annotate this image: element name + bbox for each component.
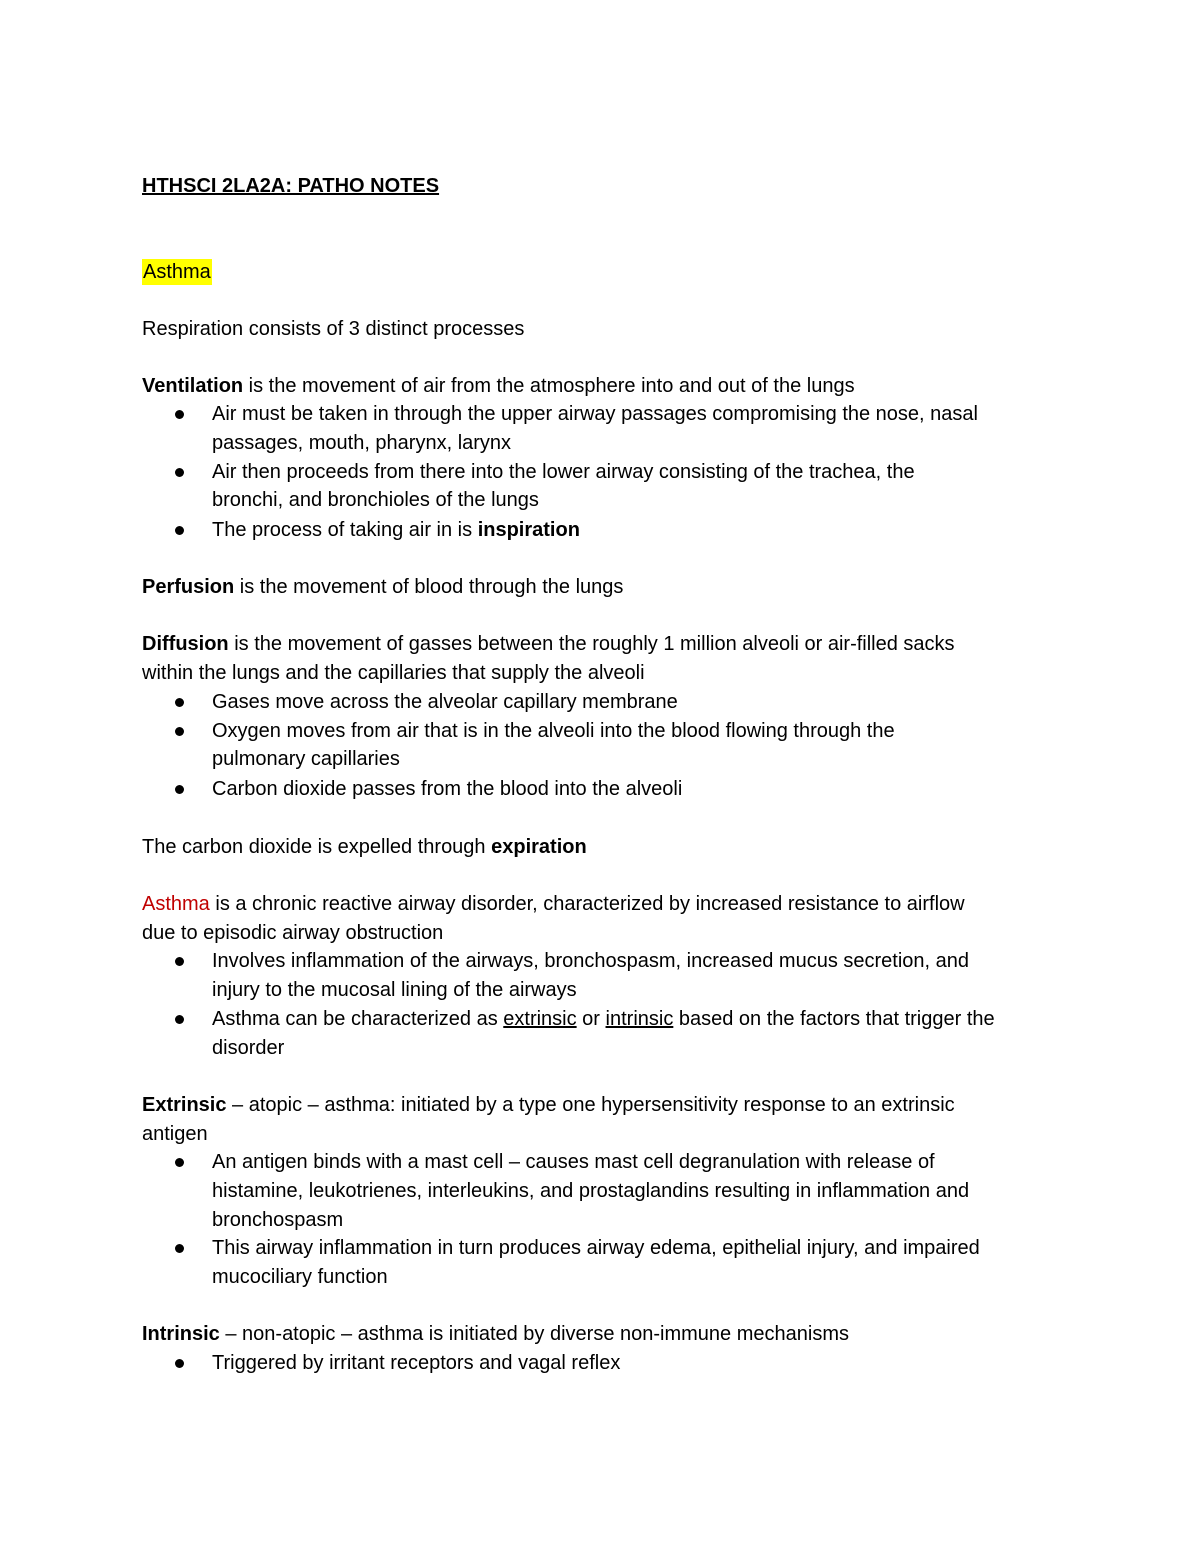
list-item: Carbon dioxide passes from the blood into the alveoli: [212, 778, 683, 800]
section-heading: [142, 260, 212, 284]
list-item-continuation: bronchospasm: [212, 1209, 344, 1231]
list-item: Air then proceeds from there into the lower airway consisting of the trachea, the: [212, 461, 915, 483]
highlighted-heading: Asthma: [143, 261, 211, 283]
intro-paragraph: Respiration consists of 3 distinct processes: [142, 318, 525, 340]
perfusion-paragraph: Perfusion is the movement of blood through the lungs: [142, 576, 624, 598]
perfusion-term: Perfusion: [142, 576, 235, 598]
bullet-icon: [175, 526, 184, 535]
bullet-icon: [175, 1244, 184, 1253]
ventilation-paragraph: Ventilation is the movement of air from the atmosphere into and out of the lungs: [142, 375, 855, 397]
diffusion-paragraph-continuation: within the lungs and the capillaries that supply the alveoli: [142, 662, 645, 684]
bullet-icon: [175, 1158, 184, 1167]
list-item: Gases move across the alveolar capillary membrane: [212, 691, 678, 713]
list-item: Triggered by irritant receptors and vagal reflex: [212, 1352, 621, 1374]
intrinsic-paragraph: Intrinsic – non-atopic – asthma is initiated by diverse non-immune mechanisms: [142, 1323, 849, 1345]
asthma-term: Asthma: [142, 893, 210, 915]
bullet-icon: [175, 727, 184, 736]
intrinsic-term: Intrinsic: [142, 1323, 220, 1345]
expiration-paragraph: The carbon dioxide is expelled through expiration: [142, 836, 587, 858]
intrinsic-underlined: intrinsic: [605, 1008, 674, 1030]
diffusion-term: Diffusion: [142, 633, 229, 655]
extrinsic-paragraph: Extrinsic – atopic – asthma: initiated by a type one hypersensitivity response to an extrinsic: [142, 1094, 955, 1116]
list-item-continuation: injury to the mucosal lining of the airways: [212, 979, 577, 1001]
list-item: Air must be taken in through the upper airway passages compromising the nose, nasal: [212, 403, 978, 425]
list-item-continuation: disorder: [212, 1037, 285, 1059]
bullet-icon: [175, 1015, 184, 1024]
list-item: Oxygen moves from air that is in the alveoli into the blood flowing through the: [212, 720, 895, 742]
list-item: This airway inflammation in turn produces airway edema, epithelial injury, and impaired: [212, 1237, 980, 1259]
bullet-icon: [175, 468, 184, 477]
page-title: HTHSCI 2LA2A: PATHO NOTES: [142, 175, 440, 197]
list-item-continuation: histamine, leukotrienes, interleukins, and prostaglandins resulting in inflammation and: [212, 1180, 970, 1202]
bullet-icon: [175, 1359, 184, 1368]
list-item-continuation: passages, mouth, pharynx, larynx: [212, 432, 512, 454]
list-item: The process of taking air in is inspiration: [212, 519, 580, 541]
bullet-icon: [175, 410, 184, 419]
bullet-icon: [175, 785, 184, 794]
extrinsic-term: Extrinsic: [142, 1094, 227, 1116]
asthma-definition-paragraph: Asthma is a chronic reactive airway disorder, characterized by increased resistance to airflow: [142, 893, 965, 915]
list-item-continuation: mucociliary function: [212, 1266, 388, 1288]
list-item-continuation: pulmonary capillaries: [212, 748, 400, 770]
diffusion-paragraph: Diffusion is the movement of gasses between the roughly 1 million alveoli or air-filled sacks: [142, 633, 955, 655]
asthma-definition-continuation: due to episodic airway obstruction: [142, 922, 444, 944]
ventilation-term: Ventilation: [142, 375, 244, 397]
list-item: Asthma can be characterized as extrinsic or intrinsic based on the factors that trigger the: [212, 1008, 995, 1030]
extrinsic-underlined: extrinsic: [503, 1008, 577, 1030]
list-item: An antigen binds with a mast cell – causes mast cell degranulation with release of: [212, 1151, 935, 1173]
bullet-icon: [175, 957, 184, 966]
list-item-continuation: bronchi, and bronchioles of the lungs: [212, 489, 539, 511]
bullet-icon: [175, 698, 184, 707]
list-item: Involves inflammation of the airways, bronchospasm, increased mucus secretion, and: [212, 950, 970, 972]
extrinsic-paragraph-continuation: antigen: [142, 1123, 208, 1145]
